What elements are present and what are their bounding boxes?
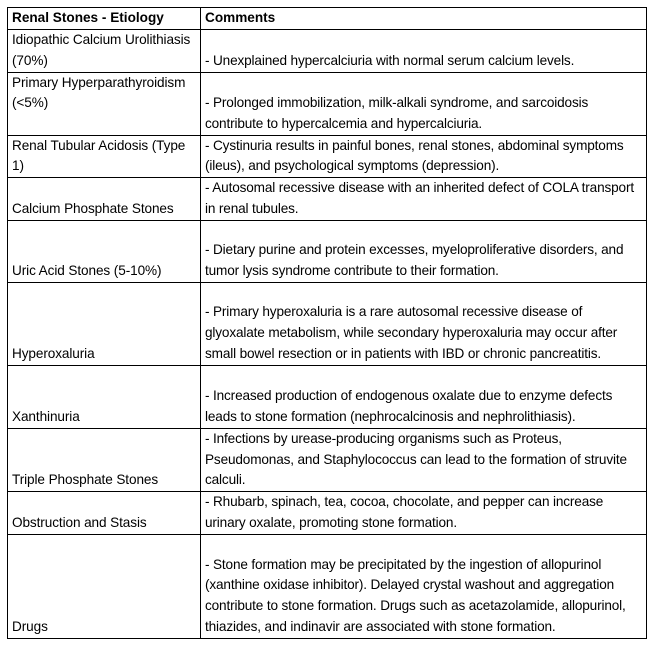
table-row <box>8 282 647 365</box>
table-row <box>8 220 647 282</box>
column-header-comments: Comments <box>201 8 647 30</box>
table-row <box>8 135 647 178</box>
etiology-cell: Xanthinuria <box>8 365 201 428</box>
comments-cell: - Autosomal recessive disease with an inherited defect of COLA transport in renal tubules. <box>201 178 647 221</box>
etiology-cell: Primary Hyperparathyroidism (<5%) <box>8 72 201 135</box>
etiology-cell: Drugs <box>8 534 201 638</box>
comments-cell: - Primary hyperoxaluria is a rare autosomal recessive disease of glyoxalate metabolism, while secondary hyperoxaluria may occur after small bowel resection or in patients with IBD or chronic pancreatitis. <box>201 282 647 365</box>
comments-cell: - Unexplained hypercalciuria with normal serum calcium levels. <box>201 30 647 73</box>
etiology-cell: Calcium Phosphate Stones <box>8 178 201 221</box>
etiology-cell: Triple Phosphate Stones <box>8 428 201 491</box>
comments-cell: - Dietary purine and protein excesses, myeloproliferative disorders, and tumor lysis syndrome contribute to their formation. <box>201 220 647 282</box>
table-header <box>8 8 647 30</box>
comments-cell: - Rhubarb, spinach, tea, cocoa, chocolate, and pepper can increase urinary oxalate, promoting stone formation. <box>201 492 647 535</box>
table-row <box>8 30 647 73</box>
comments-cell: - Cystinuria results in painful bones, renal stones, abdominal symptoms (ileus), and psychological symptoms (depression). <box>201 135 647 178</box>
table-row <box>8 428 647 491</box>
comments-cell: - Increased production of endogenous oxalate due to enzyme defects leads to stone formation (nephrocalcinosis and nephrolithiasis). <box>201 365 647 428</box>
column-header-etiology: Renal Stones - Etiology <box>8 8 201 30</box>
etiology-cell: Idiopathic Calcium Urolithiasis (70%) <box>8 30 201 73</box>
etiology-cell: Obstruction and Stasis <box>8 492 201 535</box>
table-container <box>7 7 647 639</box>
comments-cell: - Stone formation may be precipitated by the ingestion of allopurinol (xanthine oxidase inhibitor). Delayed crystal washout and aggregation contribute to stone formation. Drugs such as acetazolamide, allopurinol, thiazides, and indinavir are associated with stone formation. <box>201 534 647 638</box>
etiology-cell: Hyperoxaluria <box>8 282 201 365</box>
table-row <box>8 178 647 221</box>
comments-cell: - Infections by urease-producing organisms such as Proteus, Pseudomonas, and Staphylococcus can lead to the formation of struvite calculi. <box>201 428 647 491</box>
etiology-cell: Renal Tubular Acidosis (Type 1) <box>8 135 201 178</box>
renal-stones-table <box>7 7 647 639</box>
etiology-cell: Uric Acid Stones (5-10%) <box>8 220 201 282</box>
comments-cell: - Prolonged immobilization, milk-alkali syndrome, and sarcoidosis contribute to hypercalcemia and hypercalciuria. <box>201 72 647 135</box>
table-row <box>8 534 647 638</box>
table-row <box>8 492 647 535</box>
table-row <box>8 365 647 428</box>
header-row <box>8 8 647 30</box>
table-row <box>8 72 647 135</box>
table-body <box>8 30 647 639</box>
